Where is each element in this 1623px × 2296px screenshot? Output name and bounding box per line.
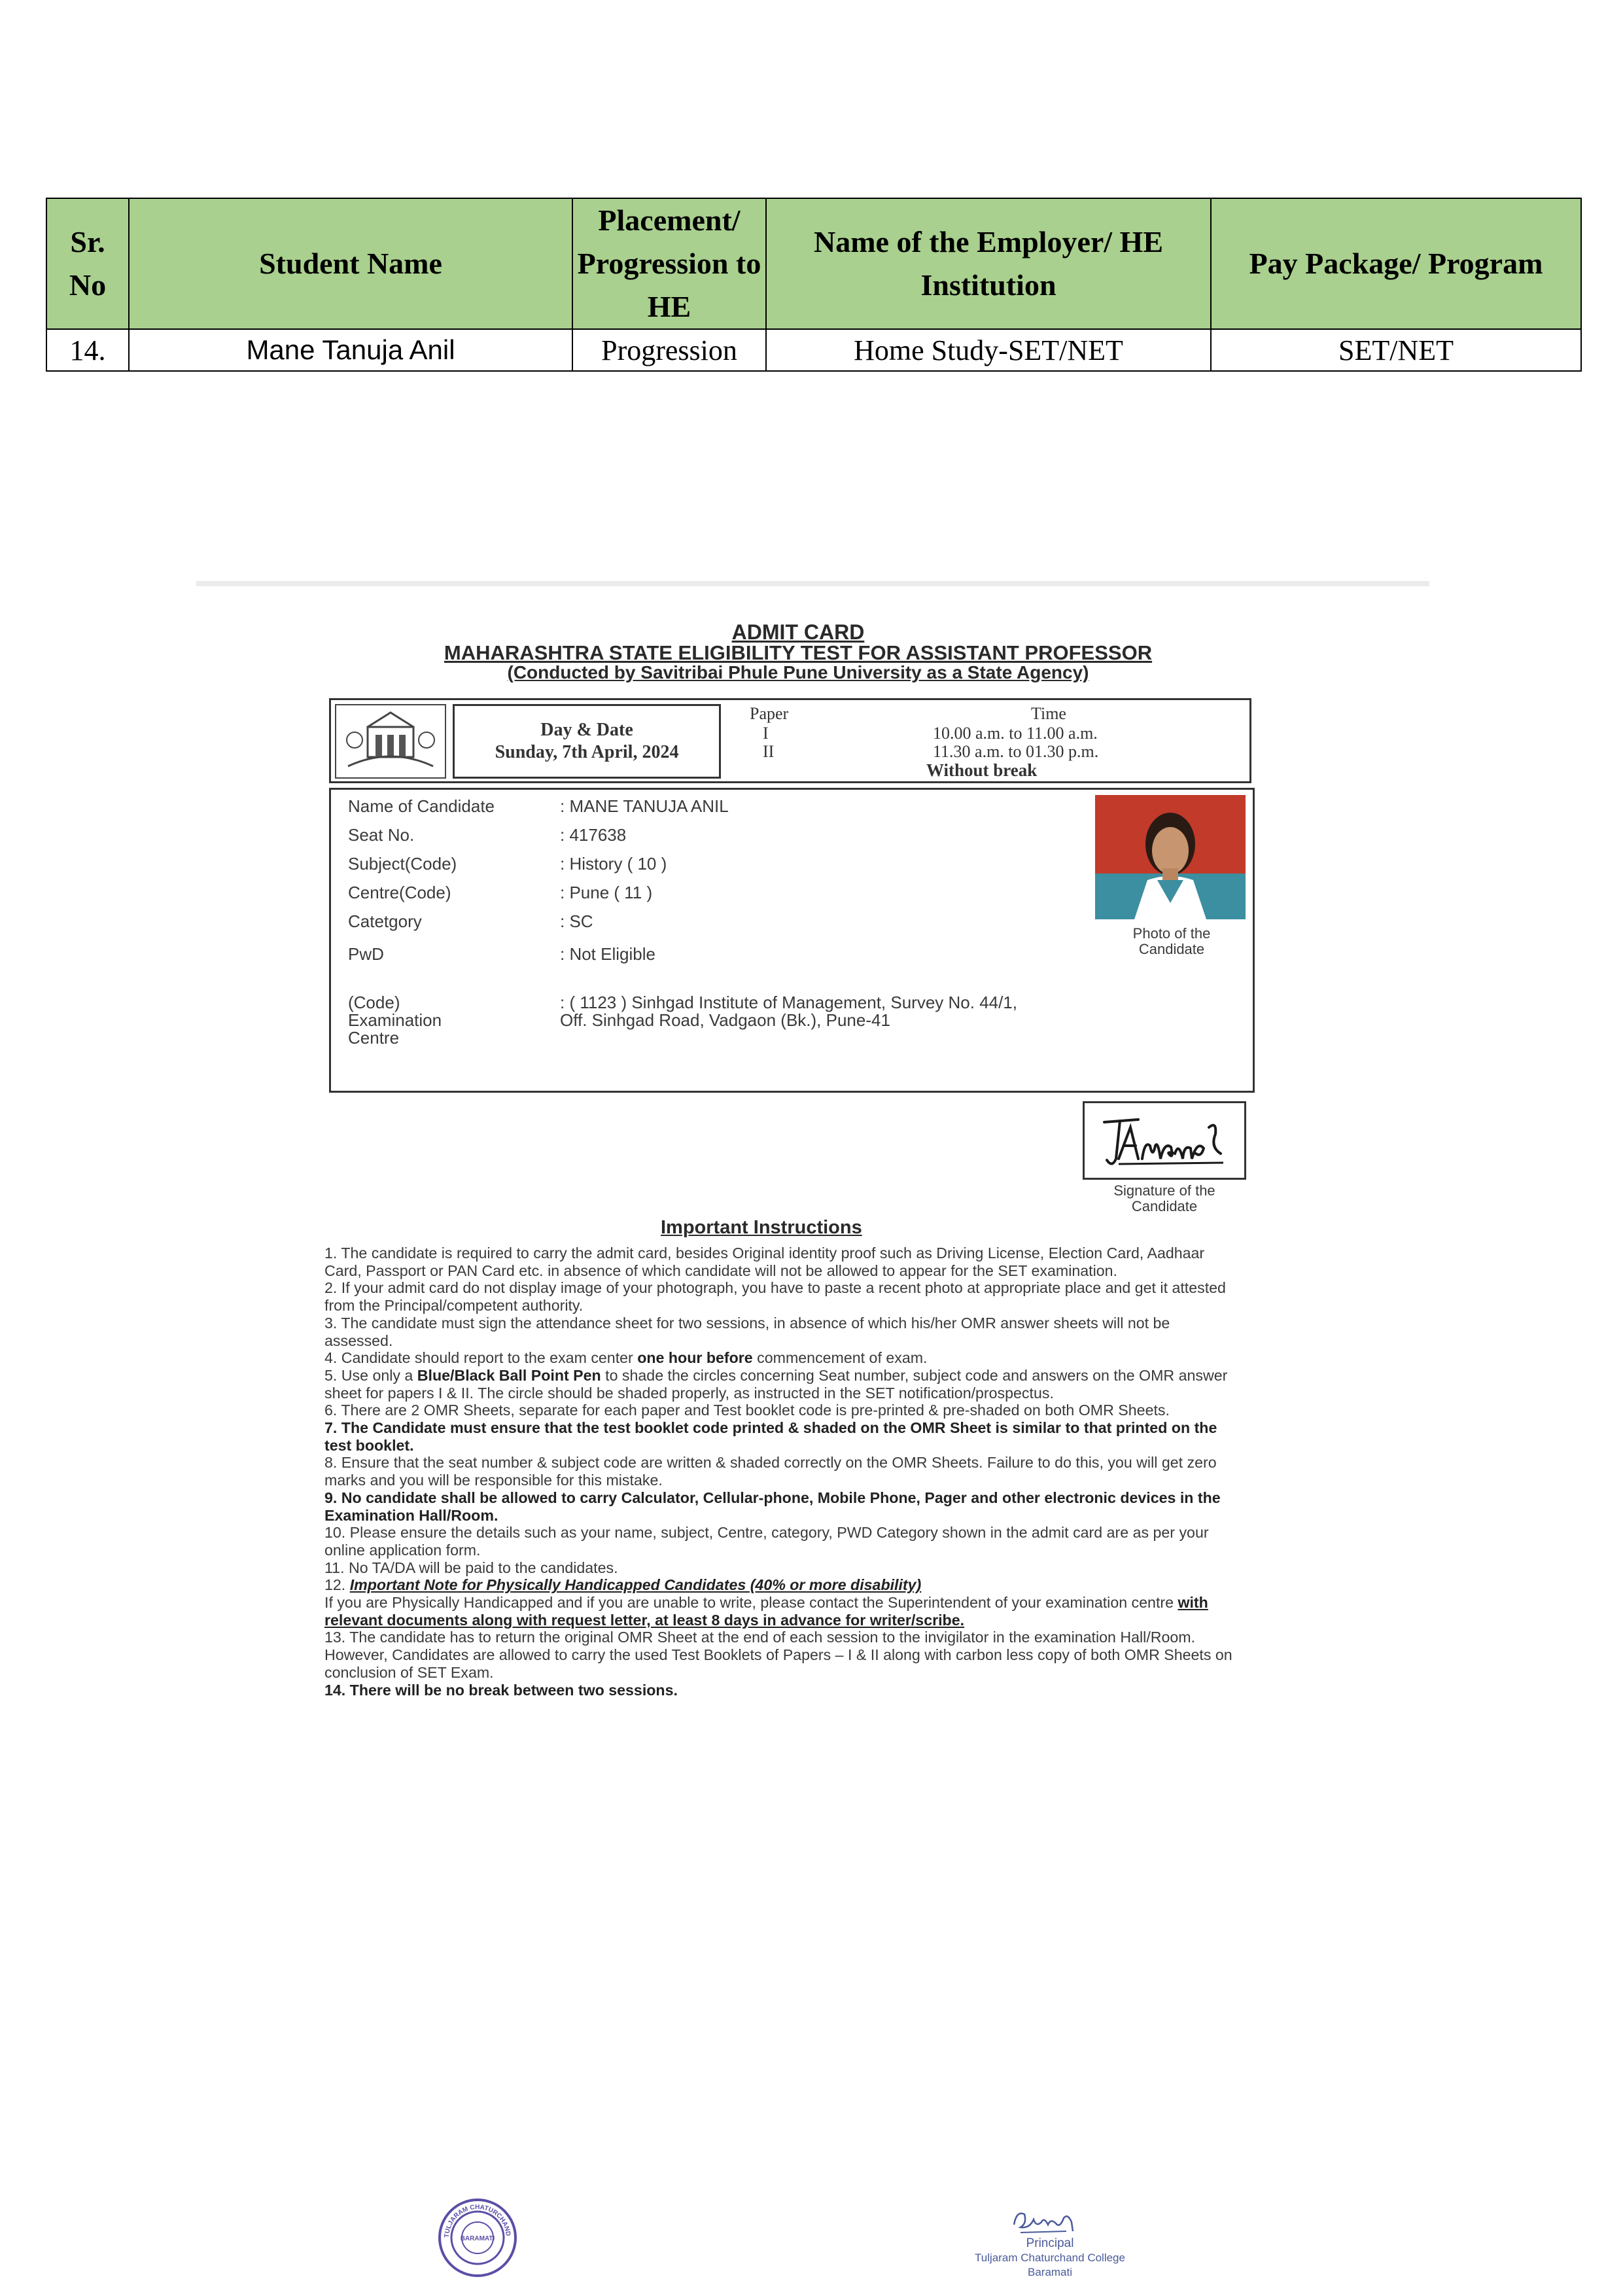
photo-caption-line: Photo of the: [1132, 925, 1211, 942]
exam-centre-label-line: Examination: [348, 1010, 442, 1030]
photo-caption-line: Candidate: [1138, 941, 1205, 957]
instruction-text: 12.: [324, 1576, 350, 1594]
session-time: 10.00 a.m. to 11.00 a.m.: [933, 724, 1098, 743]
exam-centre-label-line: (Code): [348, 993, 400, 1012]
cell-sr-no: 14.: [46, 329, 129, 371]
instruction-item: 3. The candidate must sign the attendance sheet for two sessions, in absence of which his/her OMR answer sheets will not be assessed.: [324, 1314, 1170, 1349]
candidate-signature-box: [1083, 1101, 1246, 1180]
instruction-item: [324, 1576, 1240, 1629]
schedule-box: [329, 698, 1251, 783]
instructions-title: Important Instructions: [661, 1217, 862, 1238]
signature-caption-line: Candidate: [1131, 1198, 1198, 1214]
day-date-label: Day & Date: [540, 720, 633, 740]
cell-placement: Progression: [572, 329, 766, 371]
instruction-text: 5. Use only a: [324, 1366, 417, 1384]
day-date-value: Sunday, 7th April, 2024: [495, 742, 679, 762]
session-time: 11.30 a.m. to 01.30 p.m.: [933, 742, 1099, 761]
header-student-name: Student Name: [129, 198, 572, 329]
admit-card-subtitle: MAHARASHTRA STATE ELIGIBILITY TEST FOR ASSISTANT PROFESSOR: [444, 641, 1153, 664]
instruction-emphasis: Important Note for Physically Handicapped Candidates (40% or more disability): [349, 1576, 922, 1594]
instruction-emphasis: one hour before: [637, 1349, 753, 1367]
session-paper: I: [763, 724, 769, 743]
subject-label: Subject(Code): [348, 854, 457, 874]
instruction-emphasis: Blue/Black Ball Point Pen: [417, 1366, 601, 1384]
category-label: Catetgory: [348, 911, 422, 931]
exam-centre-value-line: : ( 1123 ) Sinhgad Institute of Management, Survey No. 44/1,: [560, 993, 1018, 1012]
cell-pay-package: SET/NET: [1211, 329, 1581, 371]
candidate-photo: [1095, 795, 1246, 919]
instruction-item: 9. No candidate shall be allowed to carry Calculator, Cellular-phone, Mobile Phone, Pager and other electronic devices in the Examination Hall/Room.: [324, 1489, 1221, 1524]
seat-label: Seat No.: [348, 825, 415, 845]
candidate-info-box: [329, 788, 1255, 1093]
signature-caption: [1086, 1183, 1243, 1214]
instruction-item: [324, 1349, 1240, 1367]
cell-student-name: Mane Tanuja Anil: [129, 329, 572, 371]
admit-card-conducted-by: (Conducted by Savitribai Phule Pune University as a State Agency): [507, 662, 1089, 682]
header-employer: Name of the Employer/ HE Institution: [766, 198, 1211, 329]
instruction-text: 4. Candidate should report to the exam center: [324, 1349, 638, 1367]
instruction-item: 1. The candidate is required to carry the admit card, besides Original identity proof such as Driving License, Election Card, Aadhaar Card, Passport or PAN Card etc. in absence of which candidate will not be allowed to appear for the SET examination.: [324, 1245, 1205, 1279]
admit-card-title: ADMIT CARD: [731, 620, 865, 644]
instruction-item: 11. No TA/DA will be paid to the candidates.: [324, 1559, 618, 1576]
signature-caption-line: Signature of the: [1113, 1182, 1215, 1199]
instruction-item: 10. Please ensure the details such as your name, subject, Centre, category, PWD Category shown in the admit card are as per your online application form.: [324, 1524, 1209, 1559]
exam-centre-label-line: Centre: [348, 1028, 400, 1048]
seat-value: : 417638: [560, 825, 627, 845]
instruction-item: 2. If your admit card do not display image of your photograph, you have to paste a recent photo at appropriate place and get it attested from the Principal/competent authority.: [324, 1279, 1226, 1315]
college-seal-icon: [437, 2197, 518, 2278]
subject-value: : History ( 10 ): [560, 854, 667, 874]
college-name: Tuljaram Chaturchand College: [975, 2252, 1125, 2264]
cell-employer: Home Study-SET/NET: [766, 329, 1211, 371]
centre-label: Centre(Code): [348, 883, 451, 902]
instruction-item: 8. Ensure that the seat number & subject code are written & shaded correctly on the OMR Sheets. Failure to do this, you will get zero marks and you will be responsible for this mistake.: [324, 1454, 1217, 1489]
instruction-item: 7. The Candidate must ensure that the test booklet code printed & shaded on the OMR Sheet is similar to that printed on the test booklet.: [324, 1419, 1217, 1454]
category-value: : SC: [560, 911, 593, 931]
svg-text:TULJARAM CHATURCHAND COLLEGE: [437, 2197, 512, 2238]
seal-ring-text: TULJARAM CHATURCHAND: [443, 2203, 512, 2238]
time-label: Time: [1031, 704, 1066, 723]
header-pay-package: Pay Package/ Program: [1211, 198, 1581, 329]
instruction-emphasis: with relevant documents along with request letter, at least 8 days in advance for writer/scribe.: [324, 1594, 1208, 1629]
university-emblem-icon: [335, 704, 446, 779]
header-sr-no: Sr. No: [46, 198, 129, 329]
paper-label: Paper: [750, 704, 789, 723]
college-city: Baramati: [1027, 2266, 1073, 2278]
instruction-item: [324, 1367, 1240, 1402]
instruction-item: 14. There will be no break between two sessions.: [324, 1681, 678, 1699]
instruction-text: to shade the circles concerning Seat number, subject code and answers on the OMR answer sheet for papers I & II. The circle should be shaded properly, as instructed in the SET notification/prospectus.: [324, 1366, 1228, 1402]
exam-centre-value-line: Off. Sinhgad Road, Vadgaon (Bk.), Pune-41: [560, 1010, 890, 1030]
instruction-item: 6. There are 2 OMR Sheets, separate for each paper and Test booklet code is pre-printed & pre-shaded on both OMR Sheets.: [324, 1402, 1170, 1419]
pwd-label: PwD: [348, 944, 384, 964]
name-label: Name of Candidate: [348, 796, 495, 816]
instruction-text: commencement of exam.: [752, 1349, 928, 1367]
name-value: : MANE TANUJA ANIL: [560, 796, 729, 816]
exam-centre-label: [348, 994, 442, 1047]
session-paper: II: [763, 742, 775, 761]
instruction-text: If you are Physically Handicapped and if you are unable to write, please contact the Superintendent of your examination centre: [324, 1594, 1178, 1612]
instructions-list: [324, 1245, 1240, 1699]
principal-block: [942, 2236, 1158, 2280]
principal-signature: [1007, 2205, 1079, 2238]
pwd-value: : Not Eligible: [560, 944, 655, 964]
instruction-item: 13. The candidate has to return the original OMR Sheet at the end of each session to the invigilator in the examination Hall/Room. However, Candidates are allowed to carry the used Test Booklets of Papers – I & II along with carbon less copy of both OMR Sheets on conclusion of SET Exam.: [324, 1629, 1232, 1681]
header-placement: Placement/ Progression to HE: [572, 198, 766, 329]
day-date-box: [453, 704, 721, 779]
principal-title: Principal: [1026, 2236, 1074, 2250]
photo-caption: [1103, 926, 1240, 957]
centre-value: : Pune ( 11 ): [560, 883, 653, 902]
without-break-note: Without break: [926, 760, 1038, 780]
exam-centre-value: [560, 994, 1017, 1029]
seal-center-text: BARAMATI: [460, 2235, 495, 2242]
